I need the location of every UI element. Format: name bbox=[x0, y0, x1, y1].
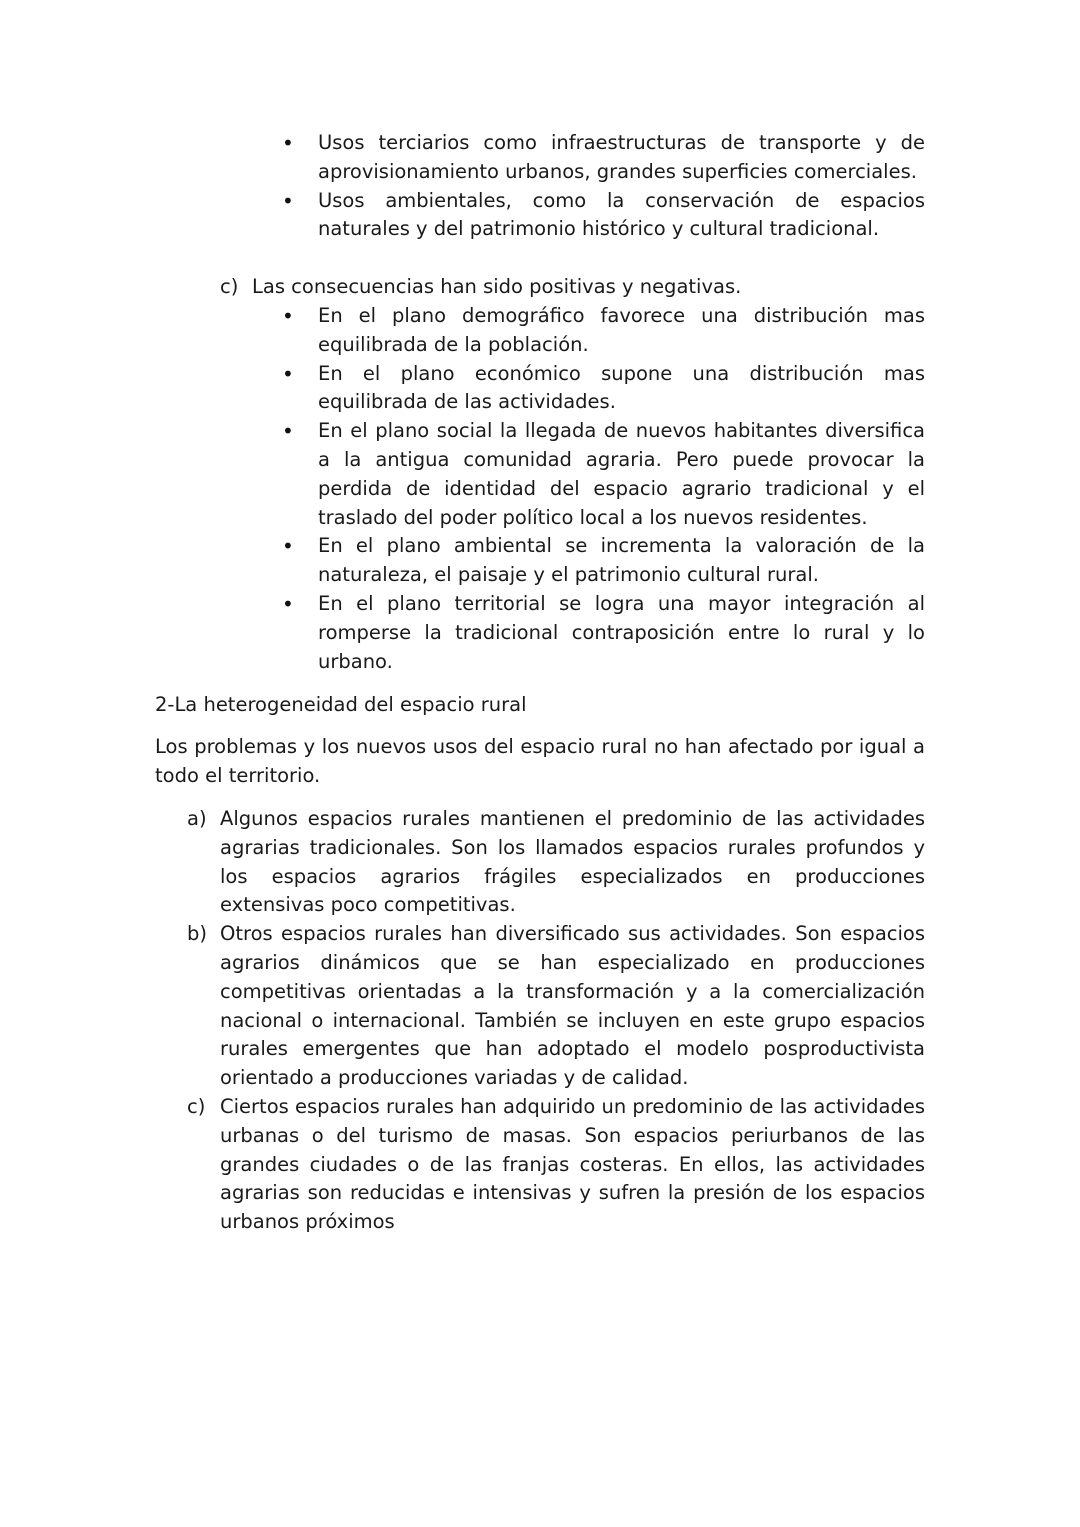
list-letter: a) bbox=[187, 807, 207, 830]
list-item-c bbox=[187, 1093, 925, 1237]
lettered-list bbox=[187, 805, 925, 1237]
bullet-item: • En el plano social la llegada de nuevos habitantes diversifica a la antigua comunidad agraria. Pero puede provocar la perdida de identidad del espacio agrario tradicional y el traslado del poder político local a los nuevos residentes. bbox=[318, 417, 925, 532]
list-letter: b) bbox=[187, 922, 207, 946]
list-item-b bbox=[187, 920, 925, 1093]
list-item-a bbox=[187, 805, 925, 920]
bullet-item: • En el plano territorial se logra una mayor integración al romperse la tradicional contraposición entre lo rural y lo urbano. bbox=[318, 590, 925, 676]
section-heading: 2-La heterogeneidad del espacio rural bbox=[155, 693, 527, 716]
list-item-text: Otros espacios rurales han diversificado sus actividades. Son espacios agrarios dinámicos que se han especializado en producciones competitivas orientadas a la transformación y a la comercialización nacional o internacional. También se incluyen en este grupo espacios rurales emergentes que han adoptado el modelo posproductivista orientado a producciones variadas y de calidad. bbox=[220, 922, 925, 1090]
list-item-text: Las consecuencias han sido positivas y negativas. bbox=[252, 275, 742, 298]
bullet-list-uses bbox=[318, 129, 925, 244]
bullet-list-consequences bbox=[318, 302, 925, 676]
section-intro: Los problemas y los nuevos usos del espacio rural no han afectado por igual a todo el territorio. bbox=[155, 735, 925, 787]
list-letter: c) bbox=[220, 275, 239, 298]
list-item-text: Algunos espacios rurales mantienen el predominio de las actividades agrarias tradicionales. Son los llamados espacios rurales profundos y los espacios agrarios frágiles especializados en producciones extensivas poco competitivas. bbox=[220, 807, 925, 917]
bullet-item: • Usos terciarios como infraestructuras de transporte y de aprovisionamiento urbanos, grandes superficies comerciales. bbox=[318, 129, 925, 187]
list-item-c bbox=[220, 273, 925, 302]
list-letter: c) bbox=[187, 1094, 206, 1118]
bullet-item: • En el plano ambiental se incrementa la valoración de la naturaleza, el paisaje y el patrimonio cultural rural. bbox=[318, 532, 925, 590]
list-item-text: Ciertos espacios rurales han adquirido un predominio de las actividades urbanas o del turismo de masas. Son espacios periurbanos de las grandes ciudades o de las franjas costeras. En ellos, las actividades agrarias son reducidas e intensivas y sufren la presión de los espacios urbanos próximos bbox=[220, 1094, 925, 1234]
bullet-item: • Usos ambientales, como la conservación de espacios naturales y del patrimonio histórico y cultural tradicional. bbox=[318, 187, 925, 245]
bullet-item: • En el plano demográfico favorece una distribución mas equilibrada de la población. bbox=[318, 302, 925, 360]
bullet-item: • En el plano económico supone una distribución mas equilibrada de las actividades. bbox=[318, 360, 925, 418]
